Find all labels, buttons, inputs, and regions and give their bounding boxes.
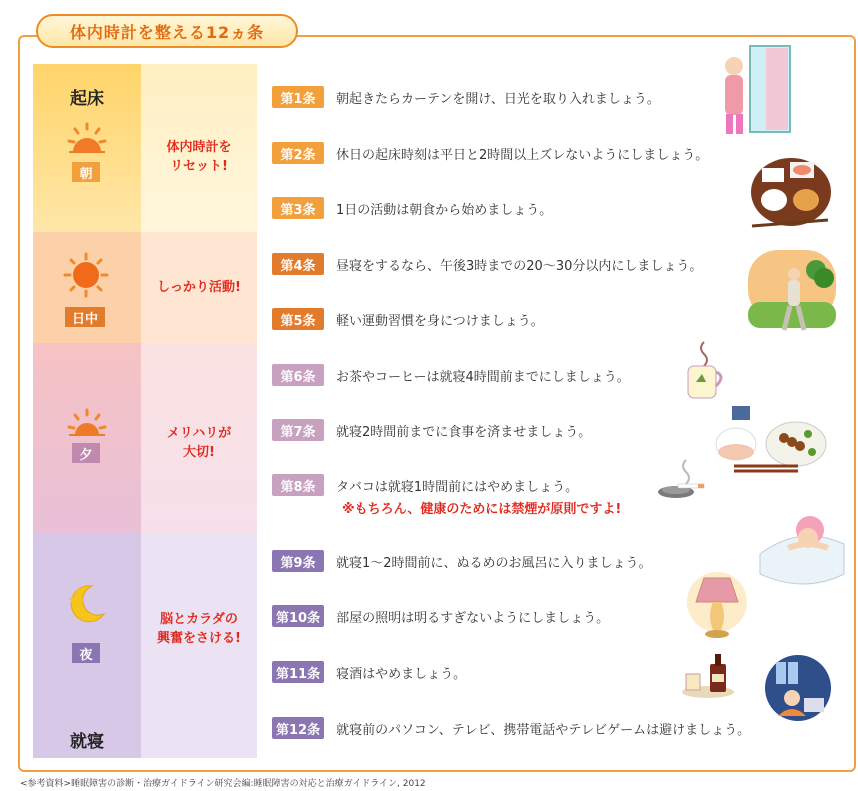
wake-label: 起床 [70, 89, 104, 109]
rule-8 [272, 474, 578, 496]
rule-badge: 第3条 [272, 197, 324, 219]
rule-badge: 第2条 [272, 142, 324, 164]
rule-badge: 第9条 [272, 550, 324, 572]
rule-12 [272, 717, 750, 739]
phase-noon-line1: しっかり活動! [157, 280, 241, 295]
rule-11 [272, 661, 466, 683]
period-tag-morning: 朝 [72, 162, 100, 182]
rule-text: 軽い運動習慣を身につけましょう。 [336, 313, 544, 329]
moon-icon [64, 582, 108, 626]
rule-text: 昼寝をするなら、午後3時までの20〜30分以内にしましょう。 [336, 258, 703, 274]
phase-morning-line1: 体内時計を [166, 140, 232, 155]
rule-7 [272, 419, 591, 441]
lamp-illustration [686, 570, 748, 642]
rule-badge: 第11条 [272, 661, 324, 683]
rule-text: 就寝2時間前までに食事を済ませましょう。 [336, 424, 592, 440]
computer-user-illustration [764, 654, 832, 722]
setting-sun-icon [67, 408, 107, 438]
rule-text: お茶やコーヒーは就寝4時間前までにしましょう。 [336, 369, 630, 385]
phase-noon [143, 278, 255, 297]
rule-9 [272, 550, 652, 572]
rule-text: 就寝1〜2時間前に、ぬるめのお風呂に入りましょう。 [336, 555, 652, 571]
phase-evening [143, 424, 255, 462]
rule-badge: 第4条 [272, 253, 324, 275]
phase-evening-line2: 大切! [183, 445, 215, 460]
phase-night-line2: 興奮をさける! [157, 631, 241, 646]
band-evening [33, 343, 141, 533]
curtain-window-illustration [716, 44, 794, 136]
phase-night [143, 610, 255, 648]
liquor-glass-illustration [680, 652, 738, 700]
period-tag-evening: 夕 [72, 443, 100, 463]
rule-10 [272, 605, 609, 627]
page-title: 体内時計を整える12ヵ条 [36, 14, 298, 48]
rule-text: 1日の活動は朝食から始めましょう。 [336, 202, 553, 218]
rule-badge: 第10条 [272, 605, 324, 627]
rule-text: 朝起きたらカーテンを開け、日光を取り入れましょう。 [336, 91, 660, 107]
rule-text: 就寝前のパソコン、テレビ、携帯電話やテレビゲームは避けましょう。 [336, 722, 751, 738]
rule-text: タバコは就寝1時間前にはやめましょう。 [336, 479, 579, 495]
sun-icon [63, 252, 109, 298]
dinner-plate-illustration [712, 404, 828, 476]
rule-badge: 第12条 [272, 717, 324, 739]
phase-morning-line2: リセット! [170, 159, 228, 174]
reference-footnote: <参考資料>睡眠障害の診断・治療ガイドライン研究会編:睡眠障害の対応と治療ガイドライン, 2012 [20, 779, 426, 789]
rule-3 [272, 197, 552, 219]
phase-morning [143, 138, 255, 176]
rule-badge: 第7条 [272, 419, 324, 441]
breakfast-illustration [748, 150, 834, 232]
rule-badge: 第6条 [272, 364, 324, 386]
rule-2 [272, 142, 708, 164]
rising-sun-icon [67, 122, 107, 156]
phase-night-line1: 脳とカラダの [160, 612, 238, 627]
tea-cup-illustration [682, 340, 730, 402]
rule-text: 部屋の照明は明るすぎないようにしましょう。 [336, 610, 610, 626]
ashtray-cigarette-illustration [654, 458, 706, 502]
walking-person-illustration [748, 250, 836, 340]
rule-badge: 第1条 [272, 86, 324, 108]
rule-6 [272, 364, 630, 386]
rule-badge: 第5条 [272, 308, 324, 330]
rule-4 [272, 253, 702, 275]
rule-text: 休日の起床時刻は平日と2時間以上ズレないようにしましょう。 [336, 147, 709, 163]
rule-badge: 第8条 [272, 474, 324, 496]
rule-5 [272, 308, 544, 330]
phase-evening-line1: メリハリが [166, 426, 232, 441]
period-tag-night: 夜 [72, 643, 100, 663]
rule-1 [272, 86, 660, 108]
rule-text: 寝酒はやめましょう。 [336, 666, 467, 682]
bath-illustration [758, 508, 846, 588]
rule-8-note: ※もちろん、健康のためには禁煙が原則ですよ! [342, 502, 622, 517]
period-tag-noon: 日中 [65, 307, 105, 327]
sleep-label: 就寝 [70, 732, 104, 752]
